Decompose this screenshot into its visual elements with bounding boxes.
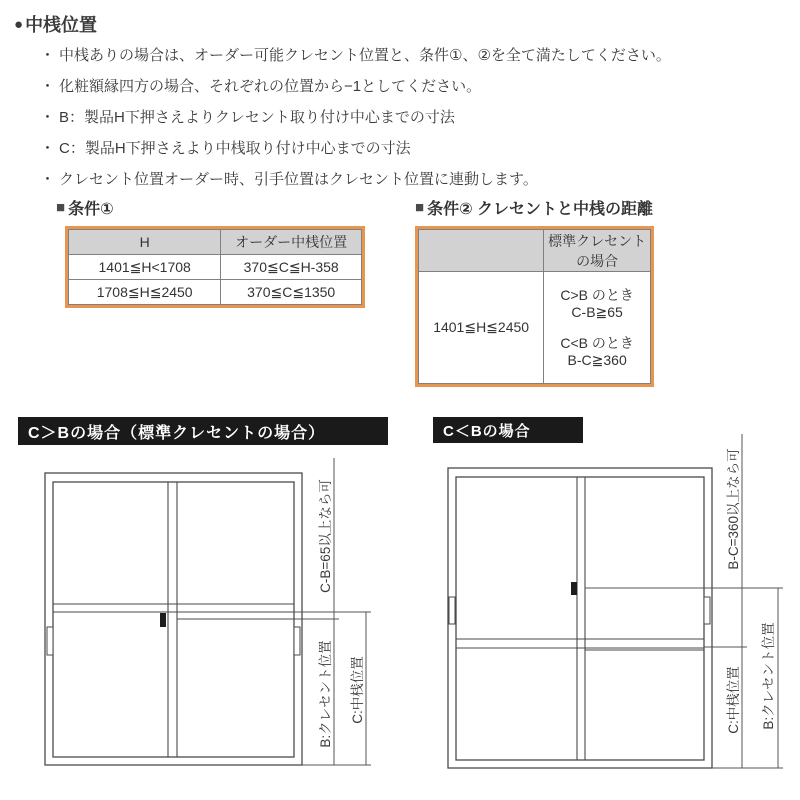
pull-handle (704, 597, 710, 624)
page-title (14, 11, 97, 37)
case-group (544, 335, 650, 369)
diagram-window-c-gt-b (30, 450, 380, 798)
condition2-table (415, 226, 654, 387)
pull-handle (449, 597, 455, 624)
header-line: 標準クレセント (548, 232, 647, 249)
note-item (40, 102, 671, 133)
table-row (419, 272, 651, 384)
gap-dimension-label: B-C=360以上なら可 (726, 448, 741, 570)
gap-dimension-label: C-B=65以上なら可 (318, 479, 333, 593)
cell-cases (544, 272, 651, 384)
cell-h-range: 1401≦H<1708 (69, 255, 221, 280)
crescent-position-label: B:クレセント位置 (761, 622, 776, 730)
pull-handle (47, 627, 53, 655)
header-cell-empty (419, 230, 544, 272)
diagram-left-title: C＞Bの場合（標準クレセントの場合） (28, 424, 326, 442)
square-bullet-icon: ■ (56, 199, 66, 216)
header-line: の場合 (576, 252, 619, 269)
header-cell-standard-crescent (544, 230, 651, 272)
header-cell-h: H (69, 230, 221, 255)
condition1-heading-text: 条件① (68, 201, 114, 218)
note-text: B：製品H下押さえよりクレセント取り付け中心までの寸法 (59, 109, 455, 126)
dot-bullet-icon: ・ (40, 171, 56, 188)
crescent-position-label: B:クレセント位置 (318, 640, 333, 748)
note-item (40, 164, 671, 195)
square-bullet-icon: ■ (415, 199, 425, 216)
note-text: 化粧額縁四方の場合、それぞれの位置から−1としてください。 (59, 78, 482, 95)
diagram-left-title-bar (18, 417, 388, 445)
note-text: クレセント位置オーダー時、引手位置はクレセント位置に連動します。 (59, 171, 538, 188)
note-text: 中桟ありの場合は、オーダー可能クレセント位置と、条件①、②を全て満たしてください。 (59, 47, 671, 64)
dot-bullet-icon: ・ (40, 140, 56, 157)
page-title-text: 中桟位置 (25, 15, 98, 35)
table-header-row (69, 230, 362, 255)
crescent-lock-icon (571, 582, 577, 595)
dot-bullet-icon: ・ (40, 47, 56, 64)
condition1-table (65, 226, 365, 308)
note-text: C：製品H下押さえより中桟取り付け中心までの寸法 (59, 140, 411, 157)
notes-list (40, 40, 671, 195)
note-item (40, 133, 671, 164)
table-header-row (419, 230, 651, 272)
note-item (40, 71, 671, 102)
crescent-lock-icon (160, 613, 166, 627)
condition2-heading-text: 条件② クレセントと中桟の距離 (427, 201, 654, 218)
diagram-window-c-lt-b (440, 424, 792, 798)
pull-handle (294, 627, 300, 655)
note-item (40, 40, 671, 71)
diagram-right-title: C＜Bの場合 (443, 422, 531, 440)
case-condition: C>B のとき (560, 286, 634, 303)
case-condition: C<B のとき (560, 334, 634, 351)
window-outer-frame (448, 468, 712, 768)
dot-bullet-icon: ・ (40, 109, 56, 126)
condition1-heading (56, 196, 114, 219)
case-rule: B-C≧360 (567, 351, 627, 368)
table-row (69, 280, 362, 305)
cell-c-range: 370≦C≦1350 (221, 280, 362, 305)
cell-h-range: 1401≦H≦2450 (419, 272, 544, 384)
cell-h-range: 1708≦H≦2450 (69, 280, 221, 305)
header-cell-order: オーダー中桟位置 (221, 230, 362, 255)
case-group (544, 287, 650, 321)
dot-bullet-icon: ・ (40, 78, 56, 95)
rail-position-label: C:中桟位置 (350, 656, 365, 724)
case-rule: C-B≧65 (571, 303, 623, 320)
table-row (69, 255, 362, 280)
condition2-heading (415, 196, 653, 219)
circle-bullet-icon: ● (14, 15, 24, 33)
cell-c-range: 370≦C≦H-358 (221, 255, 362, 280)
rail-position-label: C:中桟位置 (726, 666, 741, 734)
window-inner-frame (456, 477, 704, 760)
